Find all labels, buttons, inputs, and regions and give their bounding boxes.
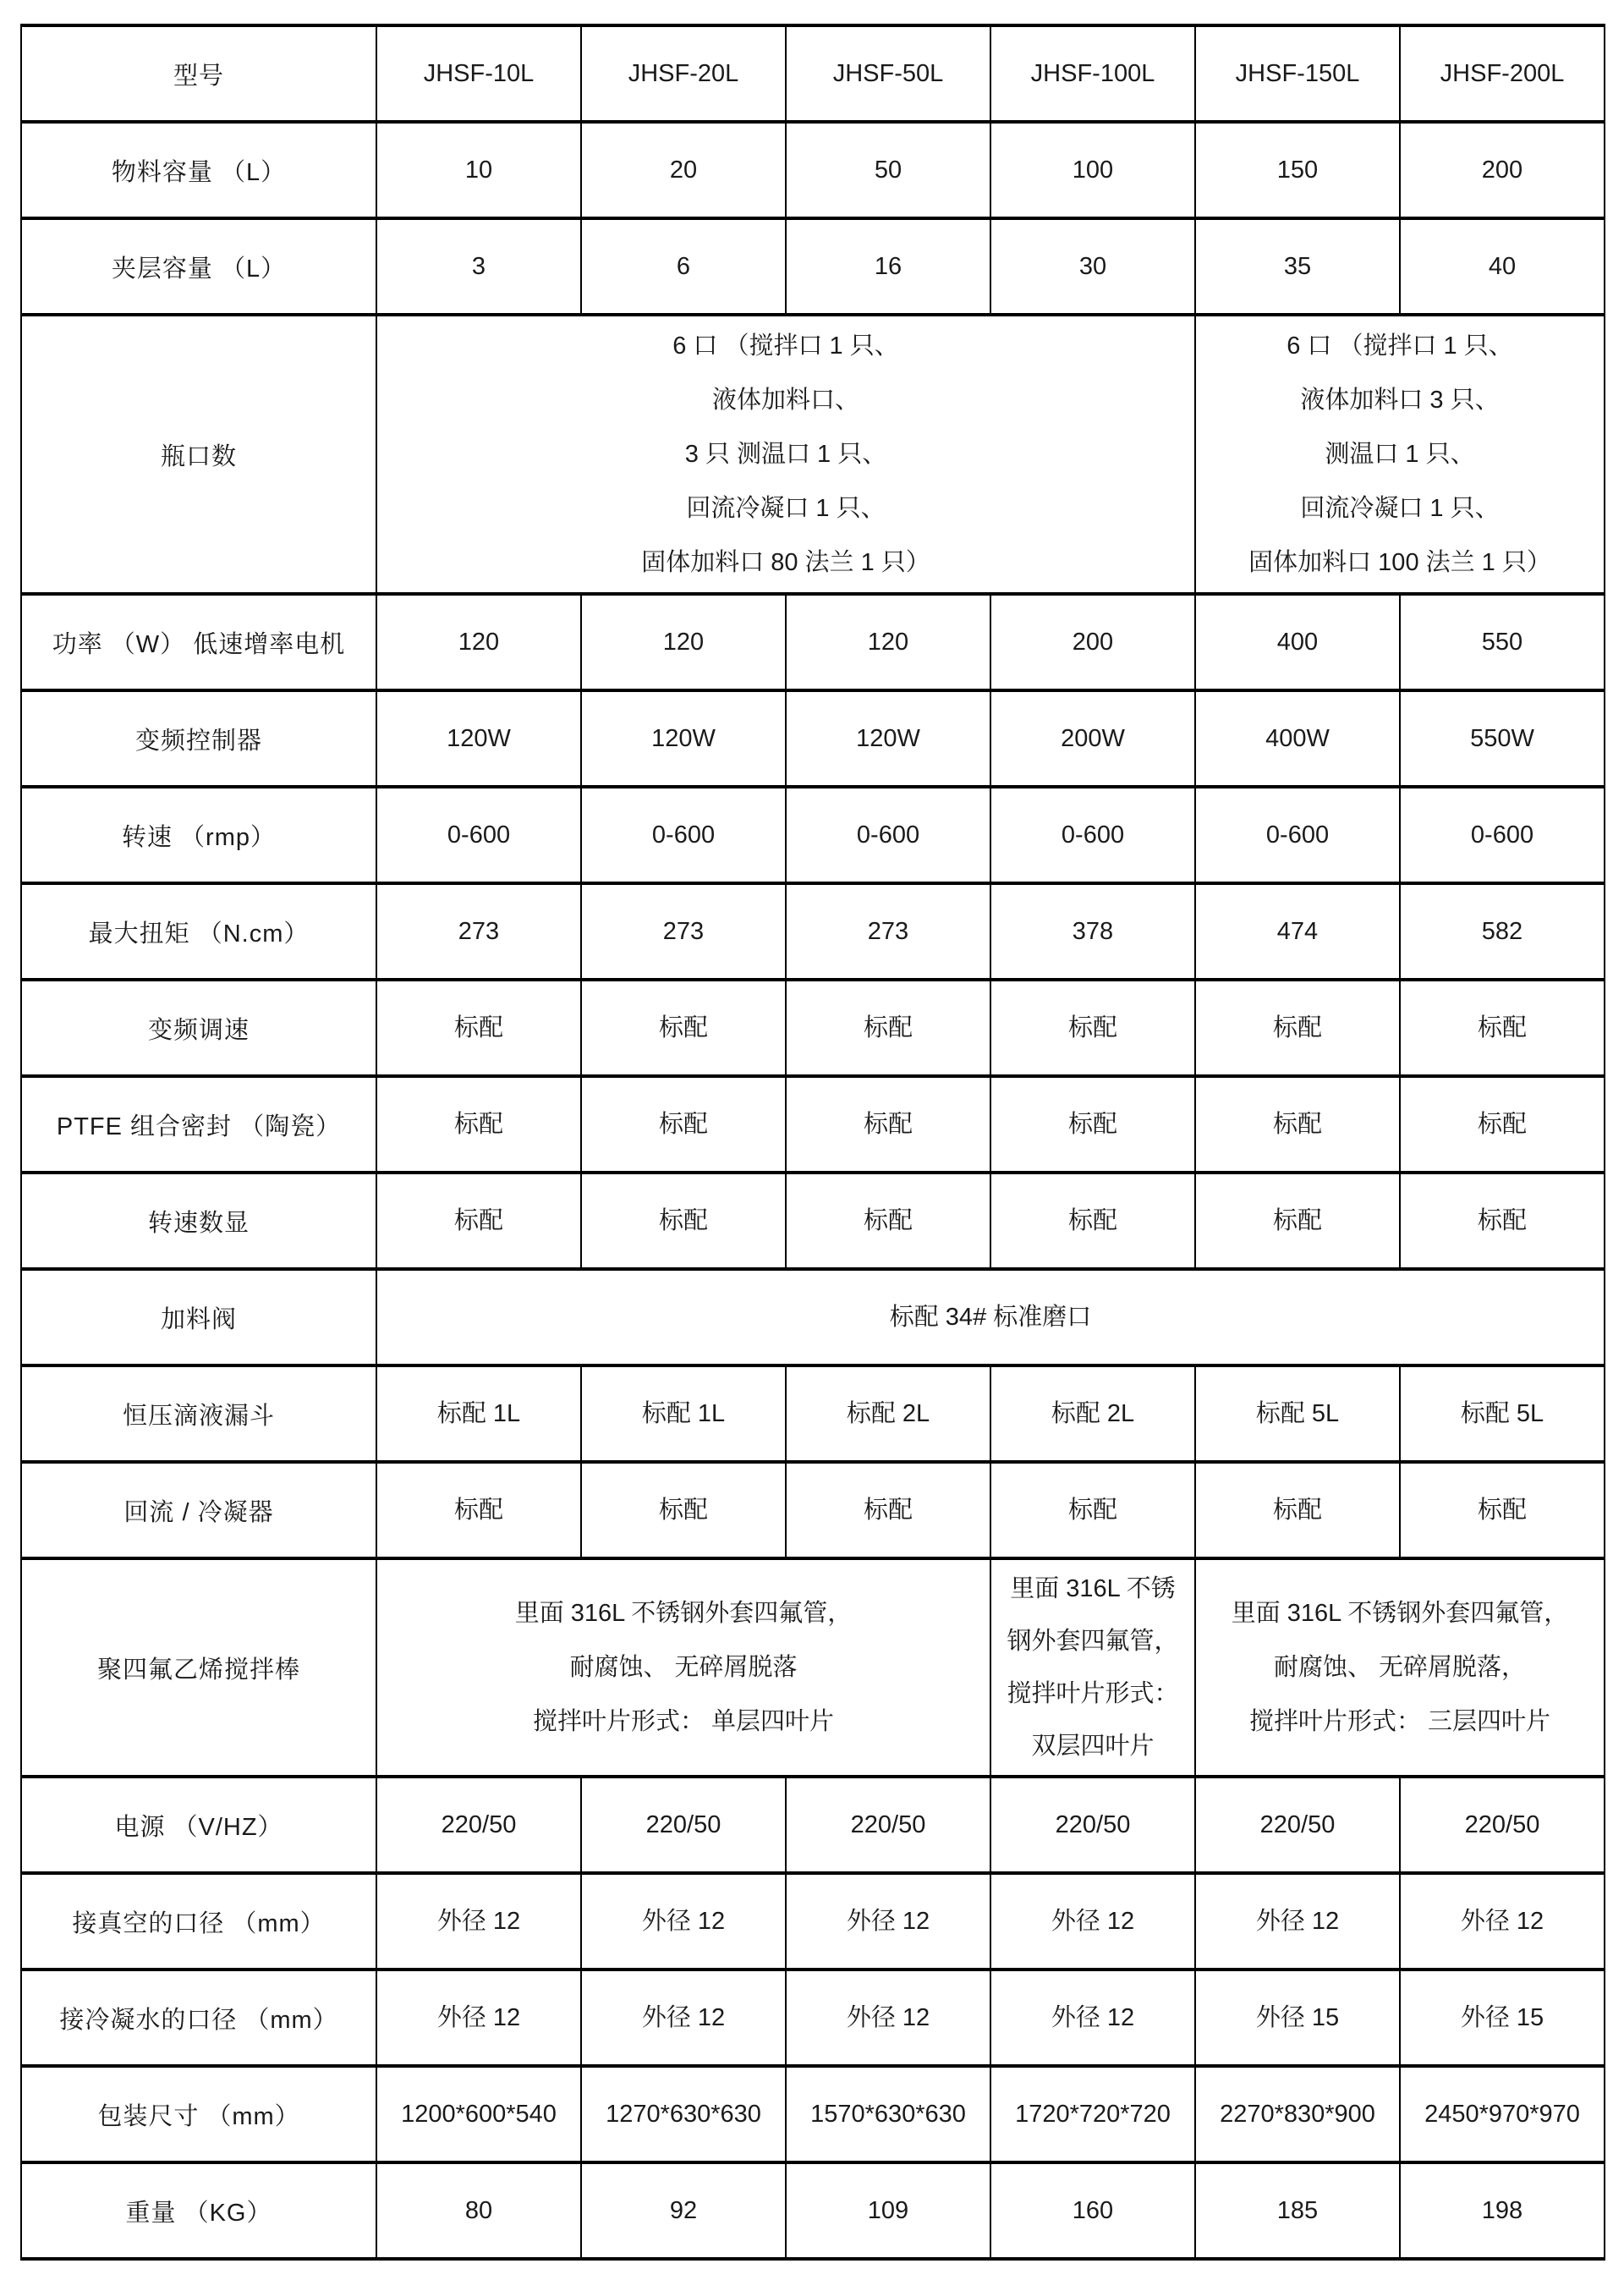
spec-cell [1400, 1076, 1605, 1173]
row-label: 最大扭矩 （N.cm） [21, 883, 376, 980]
spec-cell [1195, 690, 1400, 787]
table-row [21, 2162, 1605, 2259]
spec-table-body [21, 25, 1605, 2259]
row-label: 夹层容量 （L） [21, 218, 376, 315]
row-label: 型号 [21, 25, 376, 122]
spec-cell [1400, 980, 1605, 1076]
cell-line: 标配 [1272, 1111, 1322, 1138]
spec-cell [376, 787, 581, 883]
cell-line: 标配 2L [1051, 1400, 1135, 1427]
spec-cell [1400, 883, 1605, 980]
cell-line: 16 [874, 253, 903, 280]
spec-cell [1195, 218, 1400, 315]
table-row [21, 1873, 1605, 1970]
spec-cell [581, 2162, 786, 2259]
spec-cell [1400, 1777, 1605, 1873]
cell-line: 外径 12 [641, 2004, 726, 2031]
cell-line: 120W [856, 725, 920, 752]
cell-line: 标配 5L [1460, 1400, 1544, 1427]
cell-line: 220/50 [1464, 1811, 1540, 1838]
cell-line: 标配 [453, 1014, 503, 1041]
spec-cell [786, 1873, 990, 1970]
cell-line: 40 [1488, 253, 1517, 280]
row-label: 转速 （rmp） [21, 787, 376, 883]
spec-cell [1195, 315, 1605, 594]
spec-cell [376, 1269, 1605, 1365]
cell-line: 6 口 （搅拌口 1 只、 [672, 332, 899, 360]
spec-cell [990, 2066, 1195, 2162]
table-row [21, 1462, 1605, 1558]
cell-line: 582 [1481, 918, 1523, 945]
cell-line: 标配 [1067, 1207, 1117, 1234]
cell-line: 耐腐蚀、 无碎屑脱落， [1273, 1654, 1527, 1681]
row-label: 电源 （V/HZ） [21, 1777, 376, 1873]
cell-line: 273 [662, 918, 705, 945]
spec-cell [581, 1462, 786, 1558]
cell-line: 外径 12 [1051, 1908, 1135, 1935]
spec-cell [581, 1365, 786, 1462]
cell-line: 35 [1283, 253, 1312, 280]
spec-table [20, 24, 1605, 2261]
cell-line: 120 [458, 629, 500, 656]
spec-cell [376, 1873, 581, 1970]
spec-cell [1195, 25, 1400, 122]
cell-line: 耐腐蚀、 无碎屑脱落 [569, 1654, 798, 1681]
cell-line: 3 只 测温口 1 只、 [684, 441, 887, 468]
cell-line: 474 [1276, 918, 1319, 945]
cell-line: 标配 1L [436, 1400, 521, 1427]
row-label: 转速数显 [21, 1173, 376, 1269]
spec-cell [1195, 1462, 1400, 1558]
spec-cell [786, 980, 990, 1076]
spec-cell [376, 980, 581, 1076]
cell-line: 外径 12 [1460, 1908, 1544, 1935]
cell-line: 外径 12 [641, 1908, 726, 1935]
spec-cell [376, 690, 581, 787]
spec-cell [1400, 25, 1605, 122]
cell-line: 200 [1481, 157, 1523, 184]
cell-line: 160 [1072, 2197, 1114, 2224]
cell-line: 220/50 [645, 1811, 721, 1838]
spec-cell [376, 1365, 581, 1462]
spec-cell [990, 1365, 1195, 1462]
cell-line: JHSF-10L [423, 60, 535, 87]
cell-line: 标配 [1477, 1014, 1527, 1041]
table-row [21, 315, 1605, 594]
spec-cell [786, 1076, 990, 1173]
cell-line: 273 [458, 918, 500, 945]
spec-cell [990, 1462, 1195, 1558]
spec-cell [990, 122, 1195, 218]
spec-cell [376, 315, 1195, 594]
row-label: 恒压滴液漏斗 [21, 1365, 376, 1462]
spec-cell [786, 883, 990, 980]
table-row [21, 218, 1605, 315]
spec-cell [1400, 1173, 1605, 1269]
cell-line: 50 [874, 157, 903, 184]
spec-cell [1195, 1873, 1400, 1970]
cell-line: 220/50 [1055, 1811, 1131, 1838]
spec-cell [786, 594, 990, 690]
spec-cell [581, 883, 786, 980]
spec-cell [1195, 122, 1400, 218]
spec-cell [990, 980, 1195, 1076]
cell-line: 标配 [1272, 1207, 1322, 1234]
cell-line: 标配 2L [846, 1400, 930, 1427]
spec-cell [376, 1777, 581, 1873]
cell-line: 标配 [1067, 1111, 1117, 1138]
spec-cell [1400, 1462, 1605, 1558]
cell-line: JHSF-50L [832, 60, 944, 87]
cell-line: 标配 [1477, 1207, 1527, 1234]
spec-cell [786, 690, 990, 787]
cell-line: 10 [464, 157, 493, 184]
spec-cell [376, 122, 581, 218]
row-label: 功率 （W） 低速增率电机 [21, 594, 376, 690]
row-label: 变频调速 [21, 980, 376, 1076]
cell-line: 2450*970*970 [1424, 2101, 1580, 2128]
cell-line: 185 [1276, 2197, 1319, 2224]
spec-cell [786, 1462, 990, 1558]
table-row [21, 1173, 1605, 1269]
table-row [21, 690, 1605, 787]
spec-cell [786, 787, 990, 883]
spec-cell [1400, 2066, 1605, 2162]
spec-cell [786, 25, 990, 122]
cell-line: 198 [1481, 2197, 1523, 2224]
cell-line: 0-600 [1061, 821, 1125, 849]
spec-cell [990, 1777, 1195, 1873]
cell-line: 标配 [453, 1111, 503, 1138]
spec-cell [990, 1970, 1195, 2066]
spec-cell [1195, 2162, 1400, 2259]
cell-line: 标配 [1477, 1111, 1527, 1138]
cell-line: 标配 [658, 1497, 708, 1524]
row-label: 包装尺寸 （mm） [21, 2066, 376, 2162]
cell-line: 双层四叶片 [1031, 1733, 1155, 1760]
cell-line: 搅拌叶片形式： [1007, 1680, 1179, 1707]
table-row [21, 1076, 1605, 1173]
cell-line: 220/50 [850, 1811, 926, 1838]
cell-line: 标配 [658, 1207, 708, 1234]
table-row [21, 1777, 1605, 1873]
row-label: 加料阀 [21, 1269, 376, 1365]
cell-line: 搅拌叶片形式： 三层四叶片 [1248, 1708, 1551, 1735]
cell-line: 100 [1072, 157, 1114, 184]
cell-line: 回流冷凝口 1 只、 [686, 495, 886, 522]
spec-cell [376, 218, 581, 315]
spec-cell [786, 2066, 990, 2162]
cell-line: 200W [1061, 725, 1125, 752]
spec-cell [1195, 2066, 1400, 2162]
cell-line: 标配 5L [1255, 1400, 1340, 1427]
cell-line: 3 [471, 253, 486, 280]
cell-line: JHSF-150L [1235, 60, 1360, 87]
spec-cell [1195, 1558, 1605, 1777]
spec-cell [1195, 594, 1400, 690]
cell-line: 120W [651, 725, 716, 752]
cell-line: 200 [1072, 629, 1114, 656]
spec-cell [990, 1873, 1195, 1970]
cell-line: 标配 1L [641, 1400, 726, 1427]
spec-cell [1400, 122, 1605, 218]
row-label: 接冷凝水的口径 （mm） [21, 1970, 376, 2066]
spec-cell [990, 690, 1195, 787]
cell-line: 标配 [658, 1111, 708, 1138]
spec-cell [581, 690, 786, 787]
spec-cell [990, 1076, 1195, 1173]
cell-line: 220/50 [441, 1811, 517, 1838]
spec-cell [376, 1462, 581, 1558]
cell-line: 0-600 [856, 821, 920, 849]
spec-cell [376, 883, 581, 980]
cell-line: 固体加料口 100 法兰 1 只） [1248, 549, 1551, 576]
table-row [21, 883, 1605, 980]
cell-line: 标配 [1272, 1014, 1322, 1041]
cell-line: 0-600 [447, 821, 511, 849]
row-label: 聚四氟乙烯搅拌棒 [21, 1558, 376, 1777]
spec-cell [786, 1777, 990, 1873]
spec-cell [1195, 1365, 1400, 1462]
cell-line: 标配 34# 标准磨口 [889, 1304, 1092, 1331]
spec-cell [1195, 1970, 1400, 2066]
cell-line: 1570*630*630 [810, 2101, 966, 2128]
spec-cell [581, 1970, 786, 2066]
row-label: 重量 （KG） [21, 2162, 376, 2259]
spec-cell [581, 594, 786, 690]
cell-line: 109 [867, 2197, 909, 2224]
cell-line: JHSF-20L [628, 60, 739, 87]
table-row [21, 787, 1605, 883]
spec-cell [786, 1173, 990, 1269]
spec-cell [1400, 787, 1605, 883]
cell-line: 固体加料口 80 法兰 1 只） [641, 549, 930, 576]
cell-line: 标配 [1477, 1497, 1527, 1524]
cell-line: 550 [1481, 629, 1523, 656]
spec-cell [1195, 1777, 1400, 1873]
cell-line: 标配 [1067, 1497, 1117, 1524]
cell-line: 外径 15 [1255, 2004, 1340, 2031]
row-label: 瓶口数 [21, 315, 376, 594]
spec-cell [786, 2162, 990, 2259]
spec-cell [1400, 1873, 1605, 1970]
spec-cell [581, 1777, 786, 1873]
spec-cell [581, 1173, 786, 1269]
cell-line: 标配 [453, 1207, 503, 1234]
table-row [21, 1970, 1605, 2066]
cell-line: 里面 316L 不锈 [1010, 1575, 1176, 1602]
spec-cell [786, 218, 990, 315]
cell-line: 120 [662, 629, 705, 656]
spec-cell [1400, 218, 1605, 315]
spec-cell [990, 594, 1195, 690]
row-label: PTFE 组合密封 （陶瓷） [21, 1076, 376, 1173]
cell-line: 回流冷凝口 1 只、 [1300, 495, 1500, 522]
cell-line: 0-600 [651, 821, 716, 849]
cell-line: 标配 [863, 1111, 913, 1138]
row-label: 回流 / 冷凝器 [21, 1462, 376, 1558]
spec-cell [786, 1365, 990, 1462]
cell-line: 液体加料口 3 只、 [1300, 387, 1500, 414]
cell-line: 标配 [863, 1014, 913, 1041]
cell-line: 外径 12 [846, 1908, 930, 1935]
spec-cell [786, 122, 990, 218]
spec-cell [990, 1558, 1195, 1777]
spec-cell [1400, 690, 1605, 787]
cell-line: 6 口 （搅拌口 1 只、 [1287, 332, 1513, 360]
table-row [21, 25, 1605, 122]
cell-line: 里面 316L 不锈钢外套四氟管， [514, 1600, 853, 1627]
cell-line: 标配 [1272, 1497, 1322, 1524]
cell-line: 标配 [658, 1014, 708, 1041]
spec-cell [376, 1076, 581, 1173]
cell-line: 标配 [1067, 1014, 1117, 1041]
cell-line: 里面 316L 不锈钢外套四氟管， [1231, 1600, 1569, 1627]
spec-cell [376, 1970, 581, 2066]
cell-line: 外径 12 [436, 2004, 521, 2031]
cell-line: 400 [1276, 629, 1319, 656]
cell-line: 150 [1276, 157, 1319, 184]
spec-cell [990, 2162, 1195, 2259]
spec-cell [1400, 2162, 1605, 2259]
cell-line: 1200*600*540 [401, 2101, 557, 2128]
spec-cell [1195, 883, 1400, 980]
table-row [21, 1365, 1605, 1462]
spec-cell [376, 2162, 581, 2259]
row-label: 变频控制器 [21, 690, 376, 787]
cell-line: 80 [464, 2197, 493, 2224]
cell-line: 测温口 1 只、 [1325, 441, 1475, 468]
spec-cell [581, 218, 786, 315]
spec-cell [1195, 1076, 1400, 1173]
cell-line: 外径 12 [1255, 1908, 1340, 1935]
cell-line: 搅拌叶片形式： 单层四叶片 [532, 1708, 835, 1735]
spec-cell [1400, 1970, 1605, 2066]
cell-line: 400W [1265, 725, 1330, 752]
cell-line: 2270*830*900 [1220, 2101, 1375, 2128]
spec-cell [990, 787, 1195, 883]
spec-cell [990, 883, 1195, 980]
cell-line: 120W [447, 725, 511, 752]
spec-cell [376, 1173, 581, 1269]
spec-cell [1400, 1365, 1605, 1462]
cell-line: JHSF-200L [1440, 60, 1565, 87]
cell-line: 378 [1072, 918, 1114, 945]
table-row [21, 122, 1605, 218]
cell-line: 标配 [863, 1497, 913, 1524]
cell-line: JHSF-100L [1030, 60, 1155, 87]
spec-cell [581, 25, 786, 122]
cell-line: 30 [1078, 253, 1107, 280]
cell-line: 550W [1470, 725, 1534, 752]
cell-line: 液体加料口、 [711, 387, 859, 414]
spec-cell [581, 980, 786, 1076]
spec-cell [990, 1173, 1195, 1269]
spec-cell [990, 25, 1195, 122]
cell-line: 1720*720*720 [1015, 2101, 1171, 2128]
cell-line: 外径 12 [436, 1908, 521, 1935]
cell-line: 220/50 [1259, 1811, 1336, 1838]
cell-line: 92 [669, 2197, 698, 2224]
spec-cell [581, 1076, 786, 1173]
spec-cell [581, 122, 786, 218]
cell-line: 0-600 [1470, 821, 1534, 849]
cell-line: 钢外套四氟管， [1007, 1628, 1179, 1655]
row-label: 接真空的口径 （mm） [21, 1873, 376, 1970]
cell-line: 外径 15 [1460, 2004, 1544, 2031]
spec-cell [581, 1873, 786, 1970]
cell-line: 外径 12 [846, 2004, 930, 2031]
cell-line: 1270*630*630 [606, 2101, 761, 2128]
spec-cell [581, 2066, 786, 2162]
cell-line: 273 [867, 918, 909, 945]
table-row [21, 1558, 1605, 1777]
cell-line: 标配 [453, 1497, 503, 1524]
spec-cell [1195, 980, 1400, 1076]
spec-cell [376, 594, 581, 690]
cell-line: 0-600 [1265, 821, 1330, 849]
cell-line: 20 [669, 157, 698, 184]
cell-line: 标配 [863, 1207, 913, 1234]
cell-line: 120 [867, 629, 909, 656]
spec-cell [786, 1970, 990, 2066]
table-row [21, 1269, 1605, 1365]
spec-cell [1195, 1173, 1400, 1269]
row-label: 物料容量 （L） [21, 122, 376, 218]
table-row [21, 594, 1605, 690]
spec-cell [376, 1558, 990, 1777]
spec-cell [1400, 594, 1605, 690]
spec-cell [376, 2066, 581, 2162]
spec-cell [581, 787, 786, 883]
spec-cell [1195, 787, 1400, 883]
cell-line: 6 [676, 253, 691, 280]
table-row [21, 980, 1605, 1076]
spec-cell [990, 218, 1195, 315]
spec-cell [376, 25, 581, 122]
cell-line: 外径 12 [1051, 2004, 1135, 2031]
table-row [21, 2066, 1605, 2162]
